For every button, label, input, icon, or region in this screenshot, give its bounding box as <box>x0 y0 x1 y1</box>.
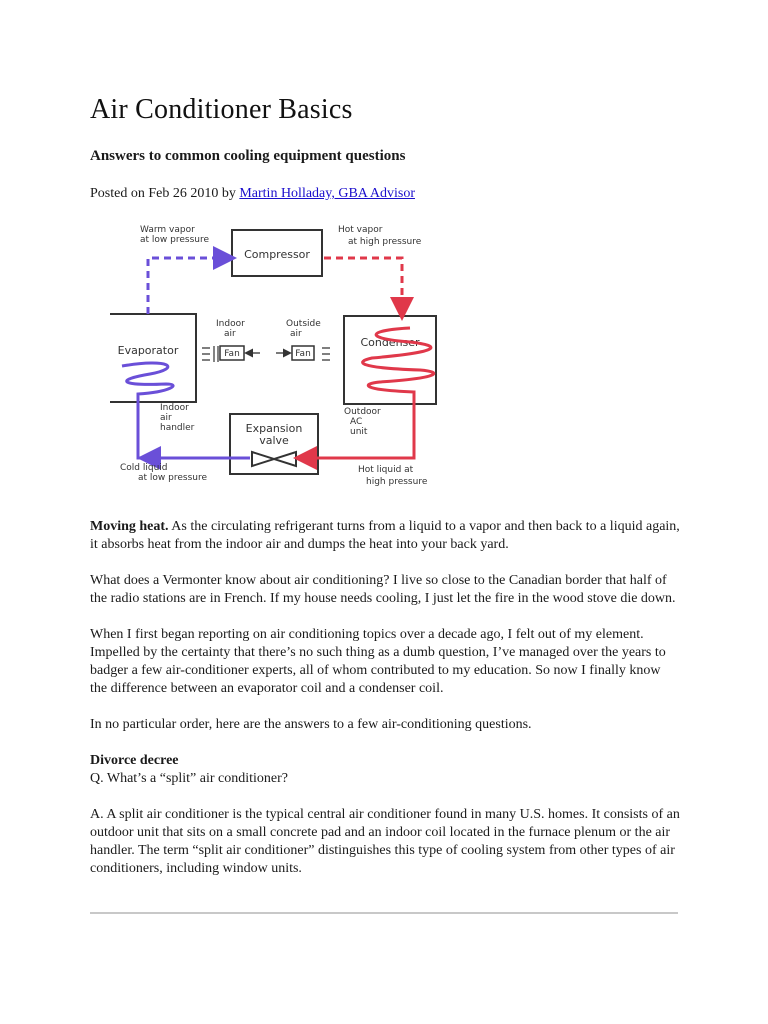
article-subtitle: Answers to common cooling equipment questions <box>90 148 406 164</box>
label-indoor-air-1: Indoor <box>216 319 245 329</box>
paragraph-intro-questions: In no particular order, here are the answers to a few air-conditioning questions. <box>90 717 532 732</box>
valve-symbol <box>252 452 296 466</box>
evaporator-label: Evaporator <box>117 344 179 357</box>
label-cold-liquid-2: at low pressure <box>138 473 208 483</box>
paragraph-vermonter: What does a Vermonter know about air conditioning? I live so close to the Canadian border that half of the radio stations are in French. If my house needs cooling, I just let the fire in the wood stove die down. <box>90 573 676 606</box>
section-heading-divorce-decree: Divorce decree <box>90 753 179 768</box>
label-outdoor-unit-1: Outdoor <box>344 407 381 417</box>
outdoor-fan-label: Fan <box>295 349 311 359</box>
indoor-fan-label: Fan <box>224 349 240 359</box>
moving-heat-lead: Moving heat. <box>90 519 169 534</box>
label-hot-liquid-1: Hot liquid at <box>358 465 414 475</box>
label-outside-air-1: Outside <box>286 319 321 329</box>
expansion-label-2: valve <box>259 434 289 447</box>
author-link[interactable]: Martin Holladay, GBA Advisor <box>239 186 415 201</box>
byline-date: Posted on Feb 26 2010 by <box>90 186 240 201</box>
label-hot-liquid-2: high pressure <box>366 477 428 487</box>
refrigeration-cycle-diagram <box>110 218 455 488</box>
label-indoor-handler-1: Indoor <box>160 403 189 413</box>
outdoor-airflow-marks <box>322 348 330 360</box>
label-outdoor-unit-3: unit <box>350 427 368 437</box>
label-hot-vapor-2: at high pressure <box>348 237 422 247</box>
expansion-label-1: Expansion <box>245 422 303 435</box>
label-cold-liquid-1: Cold liquid <box>120 463 168 473</box>
hot-vapor-line <box>324 258 402 312</box>
answer-split-ac: A. A split air conditioner is the typical central air conditioner found in many U.S. homes. It consists of an outdoor unit that sits on a small concrete pad and an indoor coil located in the furnace plenum or the air handler. The term “split air conditioner” distinguishes this type of cooling system from other types of air conditioners, including window units. <box>90 807 680 876</box>
label-warm-vapor-2: at low pressure <box>140 235 210 245</box>
paragraph-moving-heat <box>90 518 680 554</box>
question-split-ac: Q. What’s a “split” air conditioner? <box>90 771 289 786</box>
label-indoor-handler-2: air <box>160 413 172 423</box>
condenser-label: Condenser <box>360 336 420 349</box>
cold-vapor-line <box>148 258 228 314</box>
label-warm-vapor-1: Warm vapor <box>140 225 195 235</box>
article-body <box>90 518 680 896</box>
moving-heat-text: As the circulating refrigerant turns from a liquid to a vapor and then back to a liquid again, it absorbs heat from the indoor air and dumps the heat into your back yard. <box>90 519 680 552</box>
byline <box>90 186 415 202</box>
evaporator-box <box>110 314 196 402</box>
label-outside-air-2: air <box>290 329 302 339</box>
compressor-label: Compressor <box>244 248 310 261</box>
label-outdoor-unit-2: AC <box>350 417 363 427</box>
article-title: Air Conditioner Basics <box>90 94 353 125</box>
label-indoor-handler-3: handler <box>160 423 195 433</box>
label-indoor-air-2: air <box>224 329 236 339</box>
horizontal-divider <box>90 912 678 914</box>
paragraph-reporting: When I first began reporting on air conditioning topics over a decade ago, I felt out of my element. Impelled by the certainty that there’s no such thing as a dumb question, I’ve managed over the years to badger a few air-conditioner experts, all of whom contributed to my education. So now I finally know the difference between an evaporator coil and a condenser coil. <box>90 627 666 696</box>
label-hot-vapor-1: Hot vapor <box>338 225 383 235</box>
indoor-airflow-marks <box>202 346 218 362</box>
